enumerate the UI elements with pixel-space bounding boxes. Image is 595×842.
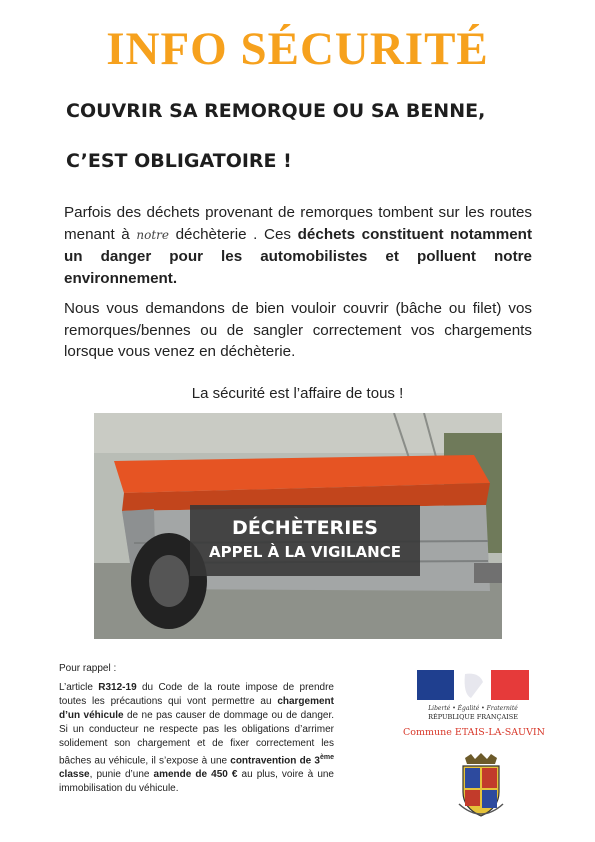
- subtitle-line-2: C’EST OBLIGATOIRE !: [66, 150, 292, 172]
- reminder-text-4: , punie d’une: [89, 769, 154, 781]
- paragraph-1-bold: déchets constituent notamment un danger pour les automobilistes et polluent notre environnement.: [64, 225, 532, 287]
- fine-amount: amende de 450 €: [153, 769, 238, 781]
- paragraph-1: [64, 202, 532, 289]
- logo-motto: Liberté • Égalité • Fraternité: [428, 705, 518, 712]
- paragraph-2: Nous vous demandons de bien vouloir couvrir (bâche ou filet) vos remorques/bennes ou de sangler correctement vos chargements lorsque vous venez en déchèterie.: [64, 300, 532, 360]
- paragraph-1-text-b: déchèterie . Ces: [168, 225, 298, 243]
- banner-subtitle: APPEL À LA VIGILANCE: [209, 543, 401, 561]
- commune-coat-of-arms: [455, 752, 507, 822]
- reminder-bold-2: chargement d’un véhicule: [59, 696, 334, 721]
- reminder-text-2: du Code de la route impose de prendre toutes les précautions qui vont permettre au: [59, 682, 334, 707]
- reminder-text: [59, 681, 334, 796]
- vigilance-banner: [190, 505, 420, 576]
- logo-republic: RÉPUBLIQUE FRANÇAISE: [428, 713, 518, 721]
- republique-francaise-logo: [417, 670, 529, 722]
- page-title: INFO SÉCURITÉ: [106, 23, 489, 75]
- reminder-superscript: ème: [319, 754, 334, 761]
- handwritten-word: notre: [136, 227, 169, 242]
- coat-of-arms-icon: [455, 752, 507, 822]
- safety-motto: La sécurité est l’affaire de tous !: [191, 385, 404, 402]
- banner-title: DÉCHÈTERIES: [232, 517, 378, 539]
- article-ref: R312-19: [98, 682, 137, 693]
- reminder-text-3: de ne pas causer de dommage ou de danger. Si un conducteur ne respecte pas les obligations d’arrimer solidement son chargement et de fixer correctement les bâches au véhicule, il s’expose à une: [59, 710, 335, 767]
- marianne-logo-icon: [417, 670, 529, 722]
- reminder-bold-class: classe: [59, 769, 90, 781]
- reminder-bold-3: contravention de 3: [230, 755, 320, 767]
- reminder-text-1: L’article: [59, 682, 99, 693]
- reminder-block: [59, 662, 334, 796]
- subtitle-line-1: COUVRIR SA REMORQUE OU SA BENNE,: [66, 100, 486, 122]
- paragraph-1-text-a: Parfois des déchets provenant de remorques tombent sur les routes menant à: [64, 204, 532, 243]
- commune-name: Commune ETAIS-LA-SAUVIN: [403, 727, 545, 738]
- reminder-text-5: au plus, voire à une immobilisation du véhicule.: [59, 769, 334, 795]
- reminder-label: Pour rappel :: [59, 663, 117, 674]
